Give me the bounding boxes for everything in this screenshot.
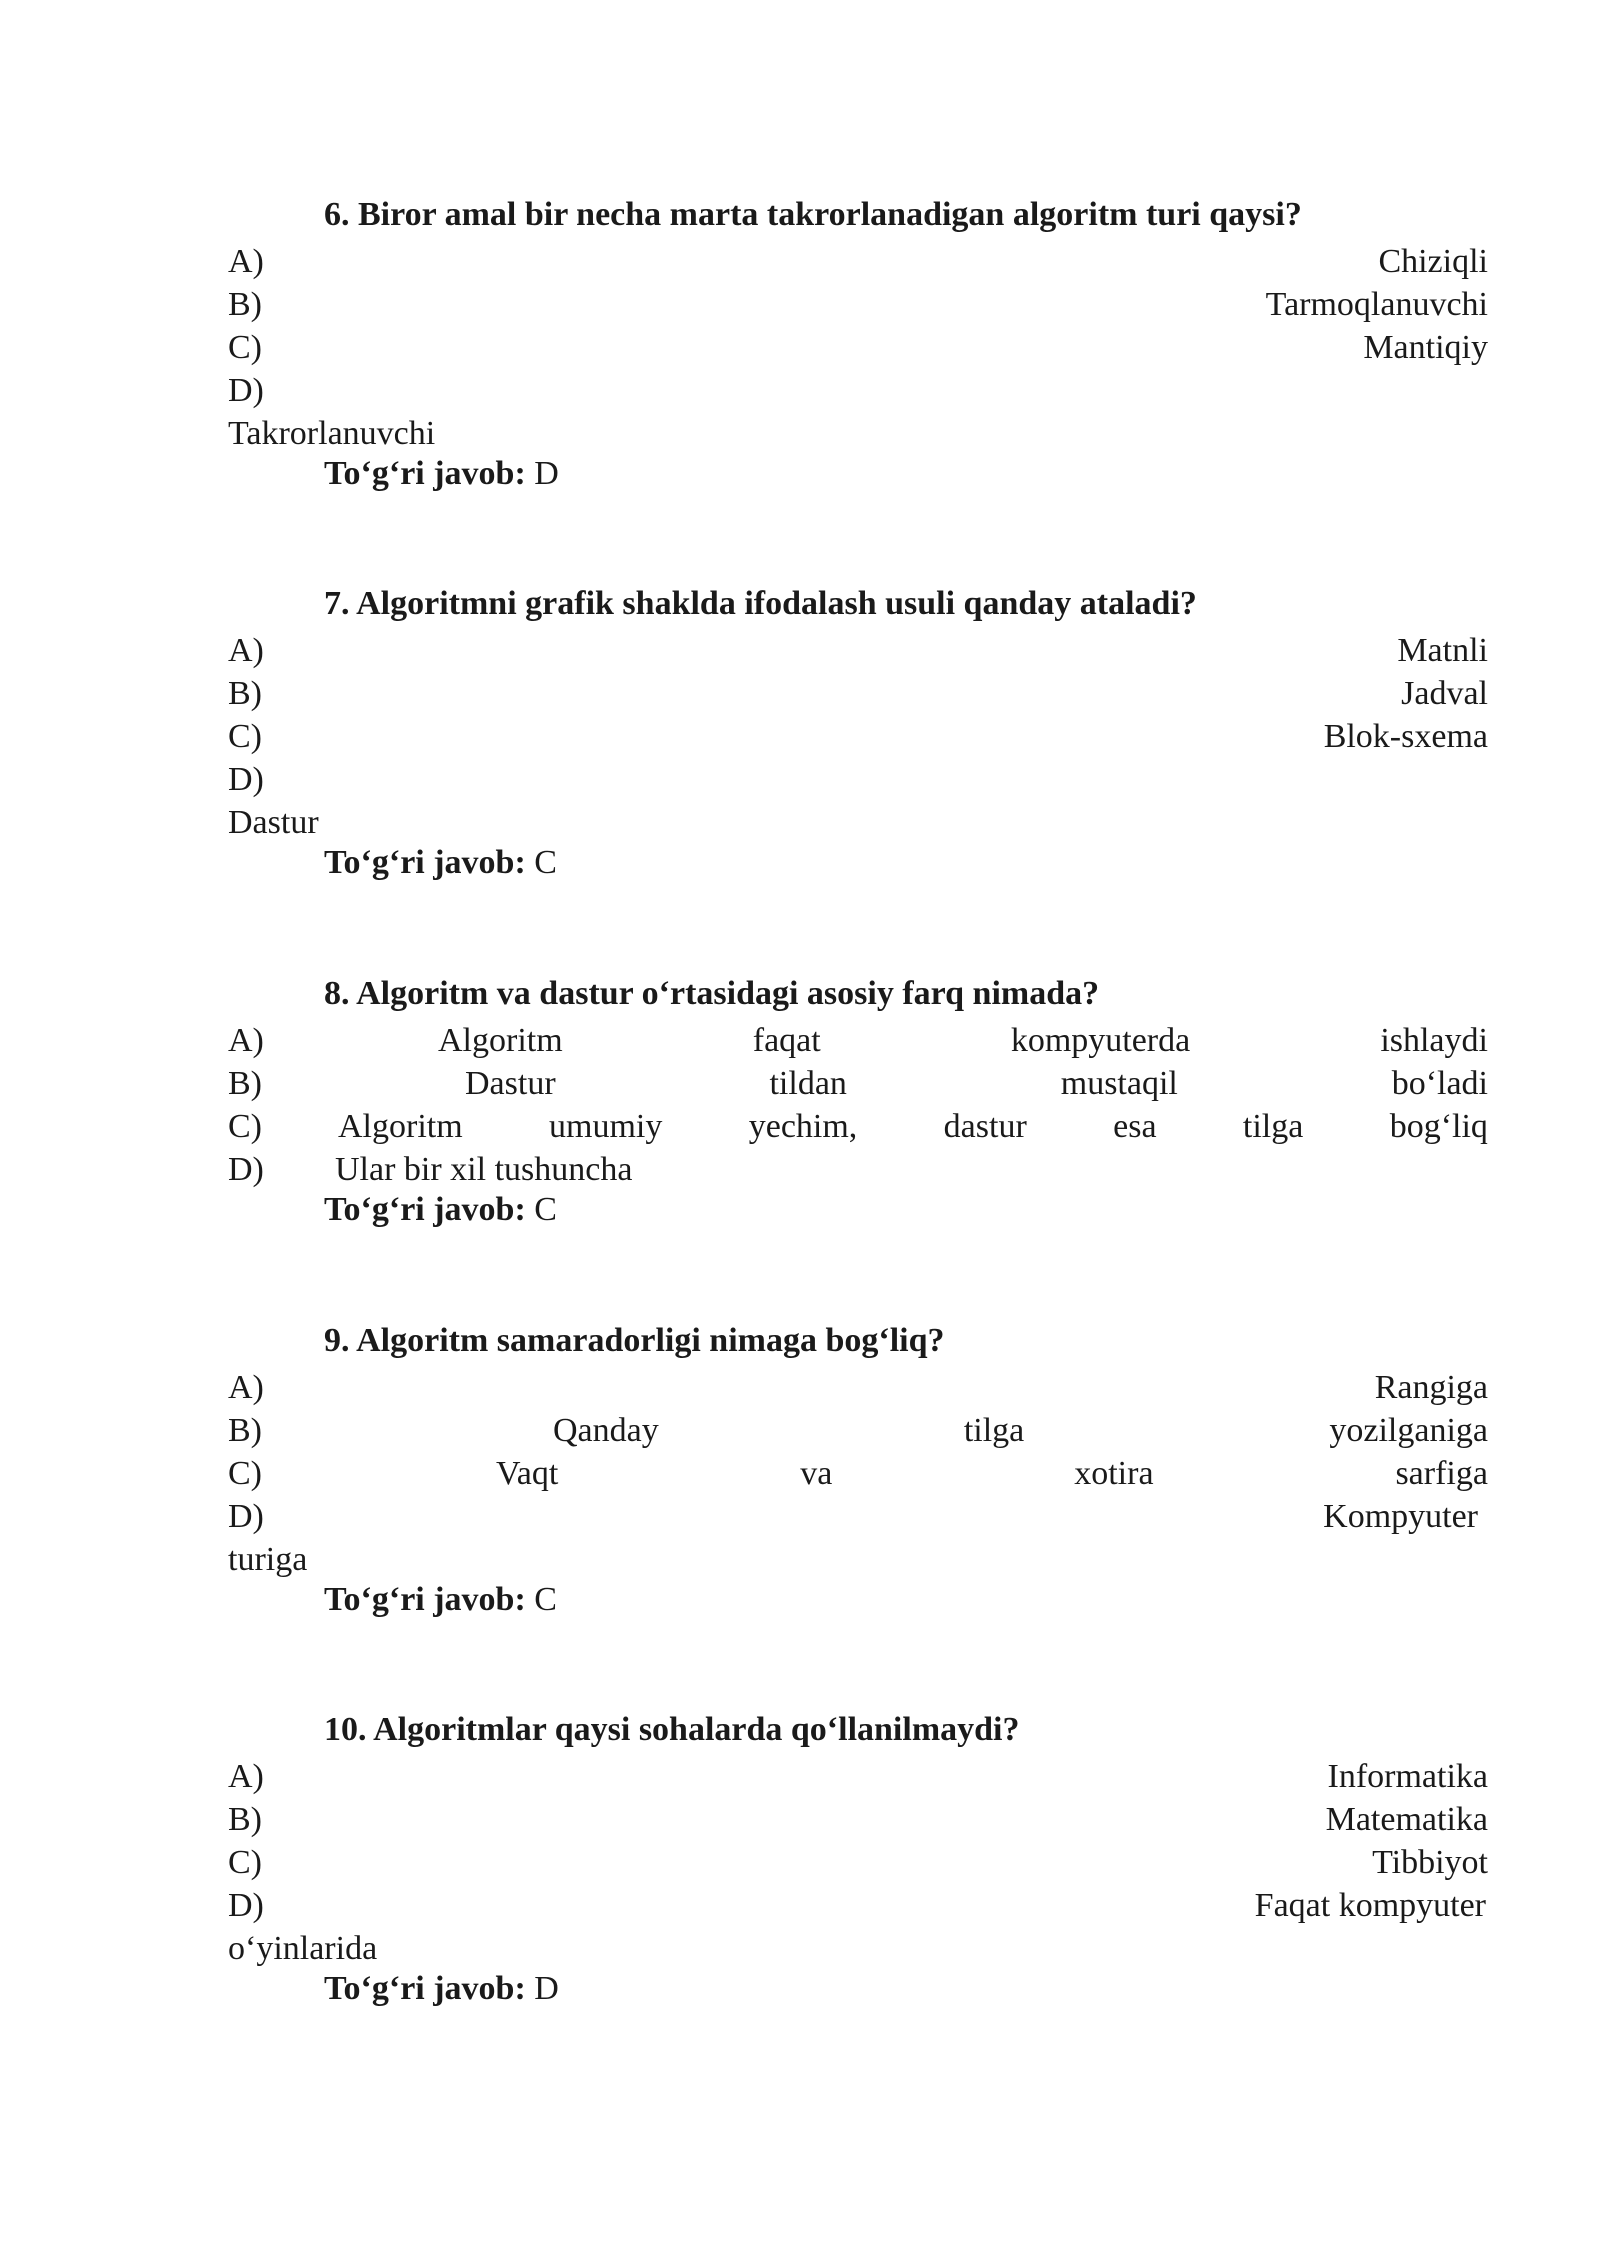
- option-word: mustaqil: [1060, 1065, 1178, 1102]
- question-title: 8. Algoritm va dastur o‘rtasidagi asosiy farq nimada?: [324, 975, 1100, 1012]
- option-word: yechim,: [748, 1108, 858, 1145]
- option-word: Qanday: [553, 1412, 659, 1449]
- option-d: [228, 369, 1488, 413]
- option-text: Mantiqiy: [1363, 329, 1488, 366]
- option-d: [228, 1884, 1488, 1928]
- option-text: Chiziqli: [1378, 243, 1488, 280]
- option-d: [228, 758, 1488, 802]
- option-word: Vaqt: [496, 1455, 559, 1492]
- option-letter: B): [228, 675, 262, 712]
- option-c: [228, 326, 1488, 370]
- option-text: Matnli: [1397, 632, 1488, 669]
- option-word: ishlaydi: [1380, 1022, 1488, 1059]
- option-word: tildan: [769, 1065, 847, 1102]
- option-letter: A): [228, 243, 264, 280]
- option-d-continuation: [228, 801, 1488, 845]
- option-text: Ular bir xil tushuncha: [335, 1151, 633, 1188]
- option-c: [228, 1841, 1488, 1885]
- option-c: [228, 1105, 1488, 1149]
- option-word: Algoritm: [438, 1022, 563, 1059]
- option-word: bog‘liq: [1389, 1108, 1488, 1145]
- option-text: [338, 1105, 1488, 1149]
- option-letter: A): [228, 1369, 264, 1406]
- option-text: [496, 1452, 1488, 1496]
- option-letter: A): [228, 632, 264, 669]
- option-letter: A): [228, 1758, 264, 1795]
- option-text: Dastur: [228, 804, 319, 841]
- answer-label: To‘g‘ri javob:: [324, 1581, 526, 1618]
- option-c: [228, 1452, 1488, 1496]
- option-d: [228, 1495, 1488, 1539]
- option-letter: C): [228, 1455, 262, 1492]
- option-letter: C): [228, 1108, 262, 1145]
- option-d: [228, 1148, 1488, 1192]
- answer-value: D: [534, 455, 559, 492]
- option-letter: D): [228, 372, 264, 409]
- option-letter: B): [228, 1801, 262, 1838]
- option-text: Jadval: [1401, 675, 1488, 712]
- option-text: Tibbiyot: [1372, 1844, 1488, 1881]
- answer-label: To‘g‘ri javob:: [324, 844, 526, 881]
- option-word: Algoritm: [338, 1108, 463, 1145]
- question-title: 7. Algoritmni grafik shaklda ifodalash usuli qanday ataladi?: [324, 585, 1197, 622]
- option-word: tilga: [1242, 1108, 1304, 1145]
- option-letter: A): [228, 1022, 264, 1059]
- option-text: [465, 1062, 1488, 1106]
- option-text: Matematika: [1325, 1801, 1488, 1838]
- option-c: [228, 715, 1488, 759]
- option-b: [228, 1409, 1488, 1453]
- option-a: [228, 240, 1488, 284]
- option-b: [228, 1062, 1488, 1106]
- option-b: [228, 283, 1488, 327]
- question-title: 10. Algoritmlar qaysi sohalarda qo‘llanilmaydi?: [324, 1711, 1020, 1748]
- option-text: Tarmoqlanuvchi: [1265, 286, 1488, 323]
- answer-label: To‘g‘ri javob:: [324, 455, 526, 492]
- option-d-continuation: [228, 412, 1488, 456]
- answer-label: To‘g‘ri javob:: [324, 1970, 526, 2007]
- option-text: turiga: [228, 1541, 308, 1578]
- option-letter: D): [228, 1151, 264, 1188]
- correct-answer: [324, 844, 557, 882]
- correct-answer: [324, 1970, 559, 2008]
- option-word: umumiy: [549, 1108, 663, 1145]
- option-word: faqat: [752, 1022, 821, 1059]
- option-letter: B): [228, 286, 262, 323]
- option-word: esa: [1113, 1108, 1157, 1145]
- option-a: [228, 629, 1488, 673]
- option-word: va: [800, 1455, 833, 1492]
- option-a: [228, 1019, 1488, 1063]
- option-letter: C): [228, 329, 262, 366]
- option-text: Blok-sxema: [1323, 718, 1488, 755]
- option-text: o‘yinlarida: [228, 1930, 378, 1967]
- option-word: kompyuterda: [1010, 1022, 1191, 1059]
- correct-answer: [324, 1581, 557, 1619]
- option-word: bo‘ladi: [1391, 1065, 1488, 1102]
- option-text: Kompyuter: [1323, 1498, 1478, 1535]
- option-text: Informatika: [1327, 1758, 1488, 1795]
- answer-value: C: [534, 844, 557, 881]
- option-text: Faqat kompyuter: [1254, 1887, 1486, 1924]
- option-b: [228, 672, 1488, 716]
- option-d-continuation: [228, 1538, 1488, 1582]
- option-letter: D): [228, 1498, 264, 1535]
- option-d-continuation: [228, 1927, 1488, 1971]
- answer-value: D: [534, 1970, 559, 2007]
- option-word: xotira: [1074, 1455, 1154, 1492]
- option-a: [228, 1755, 1488, 1799]
- option-a: [228, 1366, 1488, 1410]
- option-letter: B): [228, 1412, 262, 1449]
- correct-answer: [324, 1191, 557, 1229]
- answer-label: To‘g‘ri javob:: [324, 1191, 526, 1228]
- option-letter: C): [228, 718, 262, 755]
- option-word: yozilganiga: [1329, 1412, 1488, 1449]
- option-letter: D): [228, 761, 264, 798]
- option-letter: B): [228, 1065, 262, 1102]
- option-letter: C): [228, 1844, 262, 1881]
- option-word: dastur: [943, 1108, 1027, 1145]
- correct-answer: [324, 455, 559, 493]
- option-word: sarfiga: [1395, 1455, 1488, 1492]
- option-word: Dastur: [465, 1065, 556, 1102]
- answer-value: C: [534, 1581, 557, 1618]
- answer-value: C: [534, 1191, 557, 1228]
- option-word: tilga: [963, 1412, 1025, 1449]
- option-text: Rangiga: [1374, 1369, 1488, 1406]
- question-title: 9. Algoritm samaradorligi nimaga bog‘liq?: [324, 1322, 945, 1359]
- question-title: 6. Biror amal bir necha marta takrorlanadigan algoritm turi qaysi?: [324, 196, 1302, 233]
- option-text: Takrorlanuvchi: [228, 415, 436, 452]
- option-letter: D): [228, 1887, 264, 1924]
- option-b: [228, 1798, 1488, 1842]
- option-text: [553, 1409, 1488, 1453]
- option-text: [438, 1019, 1488, 1063]
